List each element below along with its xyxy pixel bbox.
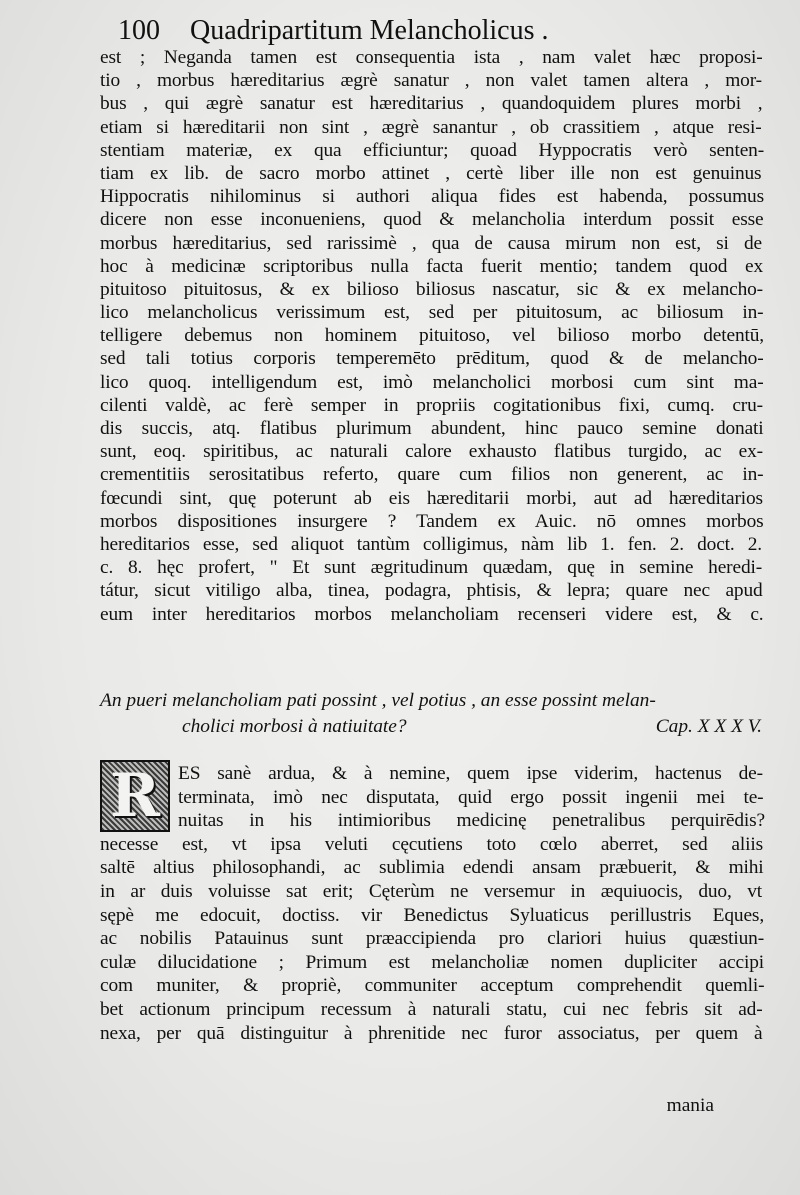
- text-line: nexa, per quā distinguitur à phrenitide nec furor associatus, per quem à: [100, 1022, 763, 1044]
- text-line: morbus hæreditarius, sed rarissimè , qua de causa mirum non est, si de: [100, 232, 762, 254]
- text-line: morbos dispositiones insurgere ? Tandem ex Auic. nō omnes morbos: [100, 510, 764, 532]
- body-paragraph: [100, 46, 768, 626]
- text-line: sępè me edocuit, doctiss. vir Benedictus Syluaticus perillustris Eques,: [100, 904, 765, 926]
- text-line: lico melancholicus verissimum est, sed per pituitosum, ac biliosum in-: [100, 302, 764, 324]
- text-line: com muniter, & propriè, communiter acceptum comprehendit quemli-: [100, 975, 765, 997]
- text-line: ES sanè ardua, & à nemine, quem ipse viderim, hactenus de-: [178, 763, 763, 784]
- text-line: sunt, eoq. spiritibus, ac naturali calore exhausto flatibus turgido, ac ex-: [100, 441, 763, 463]
- page-header: [118, 12, 618, 50]
- text-line: sed tali totius corporis temperemēto prēditum, quod & de melancho-: [100, 348, 764, 370]
- text-line: cilenti valdè, ac ferè semper in propriis cogitationibus fixi, cumq. cru-: [100, 394, 763, 416]
- text-line: stentiam materiæ, ex qua efficiuntur; quoad Hyppocratis verò senten-: [100, 139, 765, 161]
- text-line: bus , qui ægrè sanatur est hæreditarius , quandoquidem plures morbi ,: [100, 93, 763, 115]
- text-line: pituitoso pituitosus, & ex bilioso biliosus nascatur, sic & ex melancho-: [100, 278, 763, 300]
- text-line: crementitiis serositatibus referto, quare cum filios non generent, ac in-: [100, 464, 764, 486]
- text-line: dicere non esse inconueniens, quod & melancholia interdum possit esse: [100, 209, 764, 231]
- text-line: dis succis, atq. flatibus plurimum abundent, hinc pauco semine donati: [100, 418, 764, 439]
- text-line: tio , morbus hæreditarius ægrè sanatur , non valet tamen altera , mor-: [100, 70, 762, 92]
- running-title: Quadripartitum Melancholicus .: [190, 15, 549, 46]
- chapter-heading: [100, 688, 768, 740]
- text-line: terminata, imò nec disputata, quid ergo possit ingenii mei te-: [178, 786, 764, 808]
- chapter-paragraph: [100, 762, 768, 1045]
- text-line: tiam ex lib. de sacro morbo attinet , certè liber ille non est genuinus: [100, 162, 762, 184]
- initial-letter: R: [110, 761, 160, 831]
- text-line: Hippocratis nihilominus si authori aliqua fides est habenda, possumus: [100, 186, 764, 208]
- chapter-question-line: cholici morbosi à natiuitate?: [182, 716, 407, 737]
- text-line: fœcundi sint, quę poterunt ab eis hæreditarii morbi, aut ad hæreditarios: [100, 487, 763, 509]
- text-line: culæ dilucidatione ; Primum est melancholiæ nomen dupliciter accipi: [100, 951, 764, 973]
- text-line: est ; Neganda tamen est consequentia ista , nam valet hæc proposi-: [100, 47, 763, 68]
- text-line: hereditarios esse, sed aliquot tantùm colligimus, nàm lib 1. fen. 2. doct. 2.: [100, 533, 762, 555]
- chapter-question-line: An pueri melancholiam pati possint , vel potius , an esse possint melan-: [100, 690, 656, 711]
- text-line: nuitas in his intimioribus medicinę penetralibus perquirēdis?: [178, 810, 765, 832]
- text-line: hoc à medicinæ scriptoribus nulla facta fuerit mentio; tandem quod ex: [100, 255, 764, 277]
- text-line: eum inter hereditarios morbos melancholiam recenseri videre est, & c.: [100, 603, 764, 625]
- page-number: 100: [118, 15, 160, 46]
- catchword: mania: [666, 1095, 714, 1116]
- text-line: necesse est, vt ipsa veluti cęcutiens toto cœlo aberret, sed aliis: [100, 833, 763, 855]
- chapter-number: Cap. X X X V.: [655, 716, 762, 737]
- text-line: bet actionum principum recessum à naturali statu, cui nec febris sit ad-: [100, 998, 763, 1020]
- text-line: c. 8. hęc profert, " Et sunt ægritudinum quædam, quę in semine heredi-: [100, 557, 763, 579]
- text-line: etiam si hæreditarii non sint , ægrè sanantur , ob crassitiem , atque resi-: [100, 116, 762, 138]
- text-line: saltē altius philosophandi, ac sublimia edendi ansam præbuerit, & mihi: [100, 857, 764, 879]
- text-line: tátur, sicut vitiligo alba, tinea, podagra, phtisis, & lepra; quare nec apud: [100, 580, 763, 602]
- text-line: ac nobilis Patauinus sunt præaccipienda pro clariori huius quæstiun-: [100, 928, 765, 950]
- text-line: in ar duis voluisse sat erit; Cęterùm ne versemur in æquiuocis, duo, vt: [100, 880, 763, 902]
- text-line: lico quoq. intelligendum est, imò melancholici morbosi cum sint ma-: [100, 371, 764, 393]
- text-line: telligere debemus non hominem pituitoso, vel bilioso morbo detentū,: [100, 325, 764, 347]
